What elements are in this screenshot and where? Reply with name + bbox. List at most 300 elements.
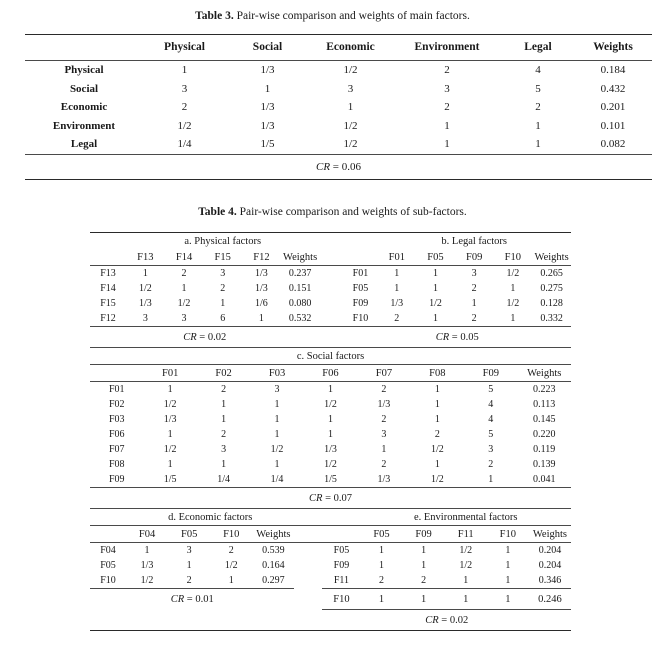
- table4-a-title-spacer: [90, 233, 126, 250]
- table3-col-header-4: Environment: [414, 41, 480, 53]
- table4-a-weight-3: 0.532: [288, 313, 312, 324]
- table4-de-head: [90, 509, 571, 543]
- table4-c-weight-0: 0.223: [533, 384, 556, 395]
- table-row: [25, 80, 652, 99]
- table4-a-cell-1-3: 1/3: [255, 283, 268, 294]
- table3-cell-4-5: 0.082: [600, 138, 626, 151]
- table4-e-row-label-3: F10: [322, 589, 360, 610]
- table4-c-cell-6-4: 1/3: [377, 474, 391, 485]
- table4-section-de: [90, 508, 571, 637]
- table3-cell-2-2: 1: [347, 101, 354, 114]
- table3-row-label-2: Economic: [60, 101, 108, 114]
- table3-cell-4-1: 1/5: [260, 138, 275, 151]
- table4-e-cell-3-3: 1: [487, 589, 529, 610]
- table4-c-col-header-0: F01: [161, 367, 179, 379]
- table4-bottom-rule: [90, 631, 571, 638]
- table4-c-cell-0-3: 1: [327, 384, 333, 395]
- table4-c-cell-5-2: 1: [274, 459, 280, 470]
- table4-c-cell-3-4: 3: [381, 429, 387, 440]
- table4-a-cell-3-3: 1: [258, 313, 264, 324]
- table4-e-col-header-2: F11: [457, 528, 474, 540]
- table4-c-cell-4-0: 1/2: [163, 444, 177, 455]
- table-row: [90, 543, 571, 559]
- table3-cell-0-0: 1: [181, 64, 188, 77]
- table4-c-cell-2-0: 1/3: [163, 414, 177, 425]
- table4-d-cell-1-0: 1/3: [140, 560, 154, 571]
- table3-head: [25, 35, 652, 61]
- table4-a-cell-0-2: 3: [220, 268, 226, 279]
- table4-de-colheader-row: [90, 526, 571, 543]
- table4-c-cell-3-3: 1: [327, 429, 333, 440]
- table4-d-weights-header: Weights: [256, 528, 291, 540]
- table4-d-cell-0-1: 3: [186, 545, 192, 556]
- table3-row-label-0: Physical: [64, 64, 104, 77]
- table3-cell-0-4: 4: [535, 64, 541, 77]
- table4-b-cell-3-3: 1: [510, 313, 516, 324]
- table4-a-row-label-2: F15: [100, 298, 116, 309]
- table4-e-weights-header: Weights: [532, 528, 568, 540]
- table4-c-weights-header: Weights: [527, 367, 562, 379]
- table4-c-cell-5-1: 1: [221, 459, 227, 470]
- table4-d-cell-2-2: 1: [228, 575, 234, 586]
- table4-d-cr-value: = 0.01: [184, 593, 214, 605]
- table4-c-cell-6-6: 1: [488, 474, 494, 485]
- table4-d-cell-0-2: 2: [228, 545, 234, 556]
- table4-c-cell-0-1: 2: [221, 384, 227, 395]
- table4-a-cell-2-3: 1/6: [255, 298, 268, 309]
- table4-a-col-header-3: F12: [253, 251, 270, 263]
- table3-cell-0-2: 1/2: [343, 64, 358, 77]
- table3-cell-0-5: 0.184: [600, 64, 626, 77]
- table3-cell-4-4: 1: [535, 138, 541, 151]
- table4-c-weight-4: 0.119: [533, 444, 556, 455]
- table4-e-cell-3-0: 1: [360, 589, 402, 610]
- table4-e-cell-0-0: 1: [378, 545, 384, 556]
- table4-e-cell-1-3: 1: [505, 560, 511, 571]
- table4-b-row-label-3: F10: [352, 313, 369, 324]
- table4-c-row-label-2: F03: [108, 414, 125, 425]
- table4-b-weight-0: 0.265: [540, 268, 563, 279]
- table3: [25, 34, 652, 180]
- table4-a-cell-3-0: 3: [142, 313, 148, 324]
- table4-a-cell-1-0: 1/2: [138, 283, 152, 294]
- table3-cell-2-3: 2: [444, 101, 450, 114]
- table4-d-title-spacer: [90, 509, 126, 526]
- table4-c-cell-5-6: 2: [488, 459, 494, 470]
- table4-de-gap-spacer: [294, 509, 322, 526]
- table3-cell-0-1: 1/3: [260, 64, 275, 77]
- table4-b-cell-0-1: 1: [432, 268, 438, 279]
- table4-c-cell-1-6: 4: [488, 399, 494, 410]
- table4-b-cr-cell: [343, 327, 571, 348]
- table4-a-cell-0-0: 1: [142, 268, 148, 279]
- table3-cell-4-0: 1/4: [177, 138, 192, 151]
- table4-a-cell-2-1: 1/2: [177, 298, 191, 309]
- table4-c-col-header-5: F08: [429, 367, 446, 379]
- table4-a-row-label-3: F12: [100, 313, 116, 324]
- table4-c-cell-1-1: 1: [221, 399, 227, 410]
- table4-c-colheader-row: [90, 365, 571, 382]
- table4-ab-body: [90, 266, 571, 348]
- table3-cell-4-3: 1: [444, 138, 450, 151]
- table4-de-body: [90, 543, 571, 638]
- table3-cell-4-2: 1/2: [343, 138, 358, 151]
- table4-c-cr-value: = 0.07: [322, 492, 352, 504]
- table-row: [90, 382, 571, 398]
- table4-e-col-header-0: F05: [373, 528, 390, 540]
- table4-c-row-label-0: F01: [108, 384, 125, 395]
- table4-b-cell-3-2: 2: [471, 313, 477, 324]
- table4-e-cr-row: [90, 610, 571, 631]
- table3-col-header-1: Physical: [164, 41, 205, 53]
- table4-e-cell-0-2: 1/2: [459, 545, 473, 556]
- table4-section-ab: [90, 232, 571, 347]
- table4-b-cell-0-0: 1: [394, 268, 400, 279]
- table4-a-cr-value: = 0.02: [196, 331, 227, 343]
- table4-d-weight-1: 0.164: [262, 560, 285, 571]
- table3-cell-1-4: 5: [535, 82, 541, 95]
- table4-c-row-label-5: F08: [108, 459, 125, 470]
- table4-c-cell-3-5: 2: [434, 429, 440, 440]
- table4-e-cell-1-1: 1: [421, 560, 427, 571]
- table3-col-header-6: Weights: [593, 41, 633, 53]
- table4-c-weight-6: 0.041: [533, 474, 556, 485]
- table4-a-cell-2-2: 1: [220, 298, 226, 309]
- table3-cell-1-1: 1: [264, 82, 271, 95]
- table4-c-col-header-1: F02: [215, 367, 232, 379]
- table3-cell-2-1: 1/3: [260, 101, 275, 114]
- table4-e-cell-2-1: 2: [421, 575, 427, 586]
- table4-b-weight-2: 0.128: [540, 298, 563, 309]
- table4-d-cell-2-1: 2: [186, 575, 192, 586]
- table3-cell-3-0: 1/2: [177, 119, 192, 132]
- table3-col-header-5: Legal: [524, 41, 552, 53]
- table4-a-weight-1: 0.151: [288, 283, 312, 294]
- table4-c-cell-4-2: 1/2: [270, 444, 284, 455]
- table4-c-cell-5-4: 2: [381, 459, 387, 470]
- table4-caption: [25, 206, 640, 220]
- table4-c-col-header-4: F07: [375, 367, 393, 379]
- table4-b-weights-header: Weights: [534, 251, 569, 263]
- table4-b-cell-2-0: 1/3: [390, 298, 404, 309]
- table4-b-title-spacer: [343, 233, 377, 250]
- table4-c-cell-0-5: 1: [434, 384, 440, 395]
- table4-e-cell-3-1: 1: [403, 589, 445, 610]
- table4-c-cell-5-0: 1: [167, 459, 173, 470]
- table4-a-cell-1-1: 1: [181, 283, 187, 294]
- table4-d-row-label-0: F04: [100, 545, 116, 556]
- table4-a-col-header-0: F13: [137, 251, 154, 263]
- table4-c-title-row: [90, 348, 571, 365]
- table4-b-cell-2-1: 1/2: [429, 298, 442, 309]
- table3-caption: [25, 10, 640, 24]
- table3-cell-3-5: 0.101: [600, 119, 626, 132]
- table3-caption-label: Table 3.: [195, 10, 234, 22]
- table3-wrapper: [25, 34, 640, 180]
- table-row: [90, 472, 571, 488]
- table4-c-cell-0-0: 1: [167, 384, 173, 395]
- table4-a-cell-1-2: 2: [220, 283, 226, 294]
- table3-cr-label: CR: [315, 160, 331, 173]
- table4-e-cell-0-3: 1: [505, 545, 511, 556]
- table4-d-cell-1-1: 1: [186, 560, 192, 571]
- table-row: [90, 573, 571, 589]
- table3-cell-1-3: 3: [444, 82, 450, 95]
- table4-a-cr-label: CR: [183, 331, 197, 343]
- table-row: [90, 558, 571, 573]
- table-row: [25, 135, 652, 154]
- table4-a-cr-cell: [90, 327, 319, 348]
- table4-b-cell-0-3: 1/2: [506, 268, 520, 279]
- table4-ab-title-row: [90, 233, 571, 250]
- table4-e-cell-2-0: 2: [378, 575, 384, 586]
- table4-b-row-label-2: F09: [352, 298, 369, 309]
- table4-c-cell-3-6: 5: [488, 429, 494, 440]
- table4-a-cell-0-1: 2: [181, 268, 187, 279]
- table4-c-cell-3-0: 1: [167, 429, 173, 440]
- table4-c-cell-1-2: 1: [274, 399, 280, 410]
- table4-b-weight-1: 0.275: [540, 283, 563, 294]
- table4-b-row-label-0: F01: [352, 268, 369, 279]
- table4-c-cell-6-0: 1/5: [163, 474, 177, 485]
- table4-d-col-header-2: F10: [223, 528, 240, 540]
- table4-caption-text: Pair-wise comparison and weights of sub-factors.: [236, 206, 467, 218]
- table4-e-col-header-1: F09: [415, 528, 432, 540]
- table4-c-cell-2-1: 1: [221, 414, 227, 425]
- table4-c-col-header-3: F06: [322, 367, 339, 379]
- table4-d-col-header-1: F05: [180, 528, 198, 540]
- table4-d-cr-cell: [90, 589, 294, 610]
- table4-c-cell-1-0: 1/2: [163, 399, 177, 410]
- table3-cr-row: [25, 154, 652, 179]
- table3-header-row: [25, 35, 652, 61]
- table4-d-row-label-2: F10: [100, 575, 116, 586]
- table4-e-cell-1-0: 1: [378, 560, 384, 571]
- table4-ab-cr-row: [90, 327, 571, 348]
- table4-e-row-label-0: F05: [333, 545, 350, 556]
- table4-e-cell-3-2: 1: [445, 589, 487, 610]
- table3-foot: [25, 154, 652, 179]
- table4-b-cr-label: CR: [435, 331, 450, 343]
- table4-c-cell-2-3: 1: [327, 414, 333, 425]
- table4-a-row-label-1: F14: [100, 283, 116, 294]
- table4-b-cr-value: = 0.05: [449, 331, 479, 343]
- table-row: [90, 311, 571, 327]
- table4-c-cr-row: [90, 488, 571, 509]
- table4-section-a-title: a. Physical factors: [184, 235, 262, 247]
- table4-e-row-label-1: F09: [333, 560, 350, 571]
- table3-cell-2-5: 0.201: [600, 101, 626, 114]
- table4-e-cell-1-2: 1/2: [459, 560, 473, 571]
- table4-d-cell-2-0: 1/2: [140, 575, 154, 586]
- table3-col-header-0: [25, 35, 143, 61]
- table4-e-weight-0: 0.204: [538, 545, 562, 556]
- table4-e-cell-2-3: 1: [505, 575, 511, 586]
- table4-section-d-title: d. Economic factors: [168, 511, 253, 523]
- table4-b-col-header-1: F05: [427, 251, 444, 263]
- table4-a-col-header-1: F14: [175, 251, 193, 263]
- table4-e-cell-0-1: 1: [421, 545, 427, 556]
- table3-row-label-4: Legal: [70, 138, 98, 151]
- table4-b-weight-3: 0.332: [540, 313, 563, 324]
- table4-b-cell-3-0: 2: [394, 313, 400, 324]
- table4-ab-colheader-row: [90, 249, 571, 266]
- table4-b-cell-3-1: 1: [432, 313, 438, 324]
- table4-d-row-label-1: F05: [100, 560, 116, 571]
- table4-bottom-rule-row: [90, 631, 571, 638]
- table4-c-cell-4-6: 3: [488, 444, 494, 455]
- table4-e-title-spacer: [322, 509, 360, 526]
- table-row: [90, 266, 571, 282]
- table4-c-col-header-2: F03: [268, 367, 286, 379]
- table4-b-cell-1-2: 2: [471, 283, 477, 294]
- table4-e-cell-2-2: 1: [463, 575, 469, 586]
- table4-e-weight-2: 0.346: [538, 575, 562, 586]
- table4-c-head: [90, 348, 571, 382]
- table4-c-cell-2-4: 2: [381, 414, 387, 425]
- table4-a-cell-3-2: 6: [220, 313, 226, 324]
- table4-ab-head: [90, 233, 571, 266]
- table4-c-cell-1-3: 1/2: [324, 399, 337, 410]
- table4-a-weight-2: 0.080: [288, 298, 312, 309]
- table4-ab-gap-spacer: [319, 233, 343, 250]
- table3-body: [25, 61, 652, 155]
- table4-c-weight-3: 0.220: [533, 429, 556, 440]
- table-row: [90, 457, 571, 472]
- table-row: [90, 442, 571, 457]
- table4-c-row-label-4: F07: [108, 444, 125, 455]
- table4-c-cell-4-3: 1/3: [324, 444, 337, 455]
- table-row: [90, 427, 571, 442]
- table4-c-cell-2-2: 1: [274, 414, 280, 425]
- table4-c-row-label-1: F02: [108, 399, 125, 410]
- table4-c-weight-1: 0.113: [533, 399, 556, 410]
- table3-caption-text: Pair-wise comparison and weights of main factors.: [233, 10, 470, 22]
- table4-c-row-label-6: F09: [108, 474, 125, 485]
- table3-cr-value: = 0.06: [330, 160, 362, 173]
- table3-cell-1-5: 0.432: [600, 82, 626, 95]
- table4-c-cell-0-2: 3: [274, 384, 280, 395]
- table4-c-body: [90, 382, 571, 509]
- table4-a-weight-0: 0.237: [288, 268, 312, 279]
- table4-c-cell-4-5: 1/2: [430, 444, 444, 455]
- table3-col-header-3: Economic: [326, 41, 375, 53]
- table4-c-weight-2: 0.145: [533, 414, 556, 425]
- table4-d-weight-2: 0.297: [262, 575, 285, 586]
- table4-c-weight-5: 0.139: [533, 459, 556, 470]
- table4-c-cell-1-4: 1/3: [377, 399, 391, 410]
- table4-a-weights-header: Weights: [283, 251, 318, 263]
- table4-c-cell-0-4: 2: [381, 384, 387, 395]
- table4-section-e-title: e. Environmental factors: [413, 511, 518, 523]
- table4-e-cr-value: = 0.02: [438, 614, 469, 626]
- table3-cell-1-2: 3: [347, 82, 354, 95]
- table4-a-cell-2-0: 1/3: [138, 298, 152, 309]
- table4-c-cell-2-5: 1: [434, 414, 440, 425]
- table3-cell-2-0: 2: [181, 101, 188, 114]
- table4-c-cell-6-5: 1/2: [430, 474, 444, 485]
- table3-cell-2-4: 2: [535, 101, 541, 114]
- table4-c-cr-label: CR: [309, 492, 323, 504]
- table4-b-col-header-0: F01: [388, 251, 405, 263]
- table4-c-cell-1-5: 1: [434, 399, 440, 410]
- table-row: [90, 412, 571, 427]
- table3-cell-3-2: 1/2: [343, 119, 358, 132]
- table4-a-cell-3-1: 3: [181, 313, 187, 324]
- table4-caption-label: Table 4.: [198, 206, 237, 218]
- table4-b-cell-1-3: 1: [510, 283, 516, 294]
- table3-cell-0-3: 2: [444, 64, 450, 77]
- table3-cr-cell: [25, 154, 652, 179]
- table4-c-cr-cell: [90, 488, 571, 509]
- table4-c-cell-6-3: 1/5: [324, 474, 337, 485]
- table4-c-cell-4-1: 3: [221, 444, 227, 455]
- table3-cell-3-3: 1: [444, 119, 450, 132]
- table4-a-cell-0-3: 1/3: [255, 268, 268, 279]
- table3-row-label-1: Social: [69, 82, 99, 95]
- table3-cell-1-0: 3: [181, 82, 188, 95]
- table4-c-cell-5-5: 1: [434, 459, 440, 470]
- table4-d-col-header-0: F04: [138, 528, 156, 540]
- table4-c-cell-3-2: 1: [274, 429, 280, 440]
- table4-c-cell-4-4: 1: [381, 444, 387, 455]
- table4-b-cell-2-3: 1/2: [506, 298, 520, 309]
- table-row: [25, 117, 652, 136]
- table4-c-row-label-3: F06: [108, 429, 125, 440]
- table3-cell-3-4: 1: [535, 119, 541, 132]
- table4-c-cell-3-1: 2: [221, 429, 227, 440]
- table-row: [25, 61, 652, 80]
- table4-d-cell-0-0: 1: [144, 545, 150, 556]
- table4-section-b-title: b. Legal factors: [441, 235, 508, 247]
- table-row: [90, 397, 571, 412]
- table4-e-col-header-3: F10: [499, 528, 516, 540]
- table4-d-cr-row: [90, 589, 571, 610]
- table4-c-cell-2-6: 4: [488, 414, 494, 425]
- table4-b-cell-1-0: 1: [394, 283, 400, 294]
- table4-d-cr-label: CR: [170, 593, 185, 605]
- table4-e-cr-label: CR: [425, 614, 439, 626]
- table4-b-cell-2-2: 1: [471, 298, 477, 309]
- table4-b-row-label-1: F05: [352, 283, 369, 294]
- table4-section-c: [90, 347, 571, 508]
- table4-e-weight-3: 0.246: [529, 589, 571, 610]
- table4-e-weight-1: 0.204: [538, 560, 562, 571]
- table4-b-col-header-2: F09: [465, 251, 483, 263]
- table4-c-cell-0-6: 5: [488, 384, 494, 395]
- table4-d-cell-1-2: 1/2: [224, 560, 238, 571]
- table3-cell-3-1: 1/3: [260, 119, 275, 132]
- table-row: [90, 281, 571, 296]
- table3-row-label-3: Environment: [52, 119, 116, 132]
- table4-section-c-title: c. Social factors: [296, 350, 365, 362]
- table4-c-col-header-6: F09: [482, 367, 499, 379]
- table-row: [90, 296, 571, 311]
- table4-de-title-row: [90, 509, 571, 526]
- table-row: [25, 98, 652, 117]
- table3-col-header-2: Social: [252, 41, 283, 53]
- table4-c-cell-6-2: 1/4: [270, 474, 284, 485]
- table4-e-row-label-2: F11: [333, 575, 350, 586]
- table4-a-col-header-2: F15: [214, 251, 231, 263]
- table4-b-cell-1-1: 1: [432, 283, 438, 294]
- table4-c-cell-6-1: 1/4: [217, 474, 230, 485]
- table4-c-cell-5-3: 1/2: [324, 459, 337, 470]
- table4-a-row-label-0: F13: [100, 268, 116, 279]
- table4-b-cell-0-2: 3: [471, 268, 477, 279]
- table4-wrapper: [90, 232, 571, 637]
- table4-e-cr-cell: [322, 610, 571, 631]
